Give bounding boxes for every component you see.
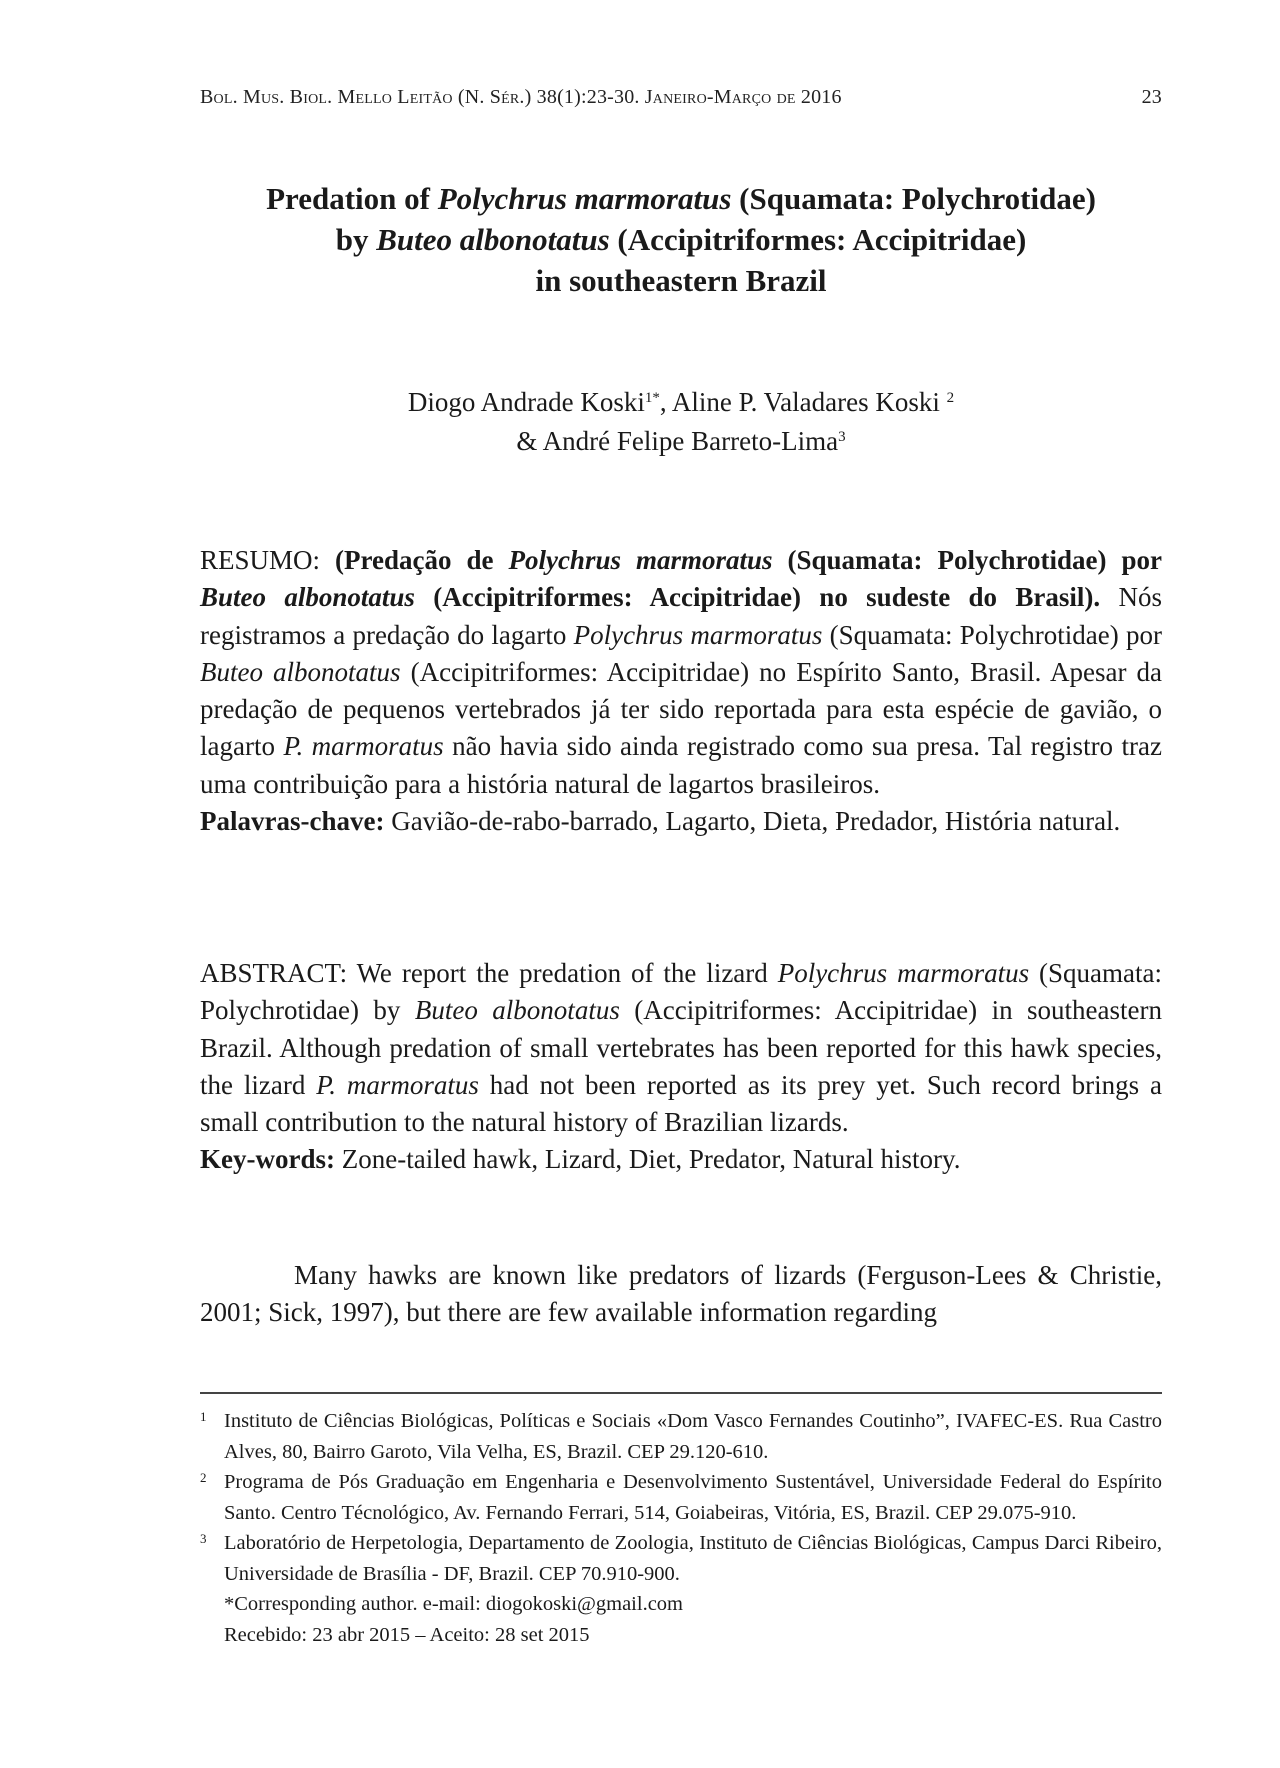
abstract-text: (Squamata: Polychrotidae) by (200, 958, 1163, 1026)
affiliation-marker: 3 (838, 429, 846, 445)
introduction-section (200, 1257, 1162, 1332)
title-text: Predation of (266, 181, 438, 216)
authors-line-2 (200, 422, 1162, 461)
corresponding-author: *Corresponding author. e-mail: diogokoski@gmail.com (224, 1593, 683, 1615)
title-species: Buteo albonotatus (376, 222, 610, 257)
footnote-text: Programa de Pós Graduação em Engenharia e Desenvolvimento Sustentável, Universidade Federal do Espírito Santo. Centro Técnológico, Av. Fernando Ferrari, 514, Goiabeiras, Vitória, ES, Brazil. CEP 29.075-910. (224, 1471, 1162, 1524)
species-name: Polychrus marmoratus (777, 958, 1030, 988)
species-name: Polychrus marmoratus (508, 545, 773, 575)
footnote-number: 3 (200, 1531, 207, 1546)
footnote-text: Instituto de Ciências Biológicas, Políticas e Sociais «Dom Vasco Fernandes Coutinho”, IVAFEC-ES. Rua Castro Alves, 80, Bairro Garoto, Vila Velha, ES, Brazil. CEP 29.120-610. (224, 1410, 1162, 1463)
footnote-divider (200, 1392, 1162, 1394)
title-text: (Accipitriformes: Accipitridae) (609, 222, 1027, 257)
title-line-1 (200, 178, 1162, 219)
title-line-2 (200, 219, 1162, 260)
palavras-chave (200, 803, 1162, 840)
abstract-paragraph (200, 955, 1162, 1141)
resumo-text: (Squamata: Polychrotidae) por (822, 619, 1162, 650)
running-head (200, 86, 1162, 114)
footnote-number: 2 (200, 1470, 207, 1485)
resumo-paragraph (200, 542, 1162, 803)
received-accepted-dates: Recebido: 23 abr 2015 – Aceito: 28 set 2015 (224, 1623, 590, 1646)
page-number: 23 (1141, 86, 1162, 108)
author-name: Diogo Andrade Koski (407, 387, 645, 417)
author-separator: , (659, 387, 672, 417)
abstract-text: ABSTRACT: We report the predation of the lizard (200, 958, 778, 988)
resumo-text: Nós registramos a predação do lagarto (200, 582, 1162, 650)
species-name: Buteo albonotatus (200, 582, 415, 613)
footnote-1 (200, 1406, 1162, 1467)
title-line-3: in southeastern Brazil (535, 263, 827, 298)
intro-paragraph: Many hawks are known like predators of lizards (Ferguson-Lees & Christie, 2001; Sick, 1997), but there are few available information regarding (200, 1260, 1162, 1328)
resumo-label: RESUMO: (200, 545, 336, 575)
title-species: Polychrus marmoratus (437, 181, 732, 216)
authors-line-1 (200, 383, 1162, 422)
affiliation-marker: 1* (644, 390, 660, 406)
author-name: André Felipe Barreto-Lima (542, 426, 839, 456)
species-name: P. marmoratus (316, 1069, 479, 1100)
key-words (200, 1141, 1162, 1178)
article-title (200, 178, 1162, 301)
title-text: (Squamata: Polychrotidae) (731, 181, 1096, 216)
footnote-2 (200, 1467, 1162, 1528)
keywords-text: Gavião-de-rabo-barrado, Lagarto, Dieta, Predador, História natural. (384, 806, 1121, 837)
footnote-3 (200, 1528, 1162, 1589)
resumo-title-text: (Predação de (335, 545, 509, 575)
author-name: Aline P. Valadares Koski (671, 387, 947, 417)
abstract-text: had not been reported as its prey yet. Such record brings a small contribution to the natural history of Brazilian lizards. (200, 1069, 1162, 1138)
resumo-title (200, 545, 1162, 612)
species-name: Polychrus marmoratus (573, 619, 823, 650)
resumo-title-text: (Squamata: Polychrotidae) por (772, 545, 1162, 575)
keywords-label: Palavras-chave: (200, 806, 385, 837)
author-list (200, 383, 1162, 461)
species-name: Buteo albonotatus (200, 656, 401, 687)
journal-citation: Bol. Mus. Biol. Mello Leitão (N. Sér.) 38(1):23-30. Janeiro-Março de 2016 (200, 86, 842, 108)
footnotes (200, 1406, 1162, 1650)
title-text: by (335, 222, 377, 257)
resumo-text: não havia sido ainda registrado como sua presa. Tal registro traz uma contribuição para a história natural de lagartos brasileiros. (200, 731, 1162, 799)
resumo-section (200, 542, 1162, 840)
abstract-section (200, 955, 1162, 1179)
affiliation-marker: 2 (946, 390, 955, 406)
resumo-title-text: (Accipitriformes: Accipitridae) no sudeste do Brasil). (414, 582, 1101, 613)
resumo-text: (Accipitriformes: Accipitridae) no Espírito Santo, Brasil. Apesar da predação de pequenos vertebrados já ter sido reportada para esta espécie de gavião, o lagarto (200, 656, 1162, 762)
footnote-number: 1 (200, 1409, 207, 1424)
footnote-text: Laboratório de Herpetologia, Departamento de Zoologia, Instituto de Ciências Biológicas, Campus Darci Ribeiro, Universidade de Brasília - DF, Brazil. CEP 70.910-900. (224, 1532, 1162, 1585)
species-name: Buteo albonotatus (414, 995, 620, 1026)
author-separator: & (516, 426, 543, 456)
abstract-text: (Accipitriformes: Accipitridae) in southeastern Brazil. Although predation of small vertebrates has been reported for this hawk species, the lizard (200, 995, 1162, 1100)
species-name: P. marmoratus (283, 731, 444, 762)
keywords-label: Key-words: (200, 1144, 335, 1175)
keywords-text: Zone-tailed hawk, Lizard, Diet, Predator, Natural history. (334, 1144, 961, 1175)
